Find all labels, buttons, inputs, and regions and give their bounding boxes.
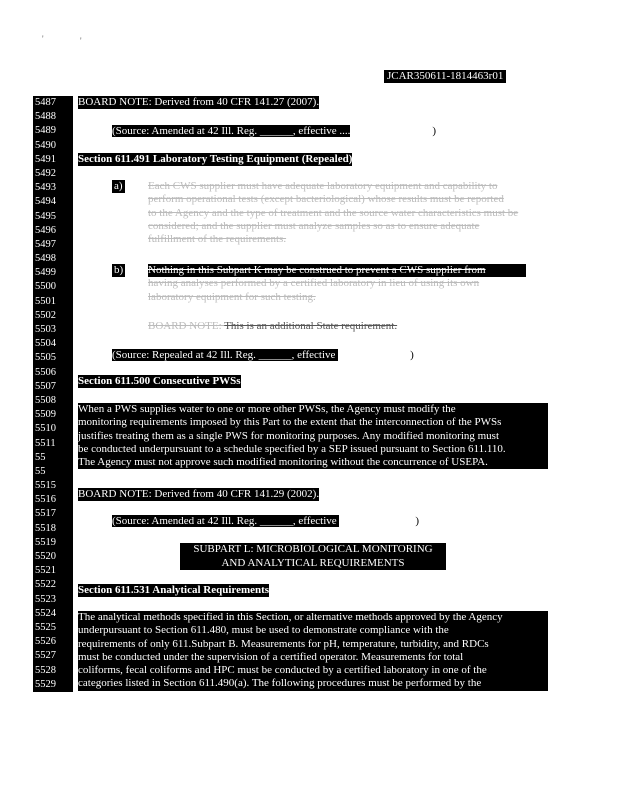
paragraph-line: requirements of only 611.Subpart B. Measurements for pH, temperature, turbidity, and RDCs <box>78 638 548 651</box>
line-number: 5490 <box>33 139 73 153</box>
line-number: 5501 <box>33 295 73 309</box>
line-number: 5503 <box>33 323 73 337</box>
paragraph-line: monitoring requirements imposed by this Part to the extent that the interconnection of the PWSs <box>78 416 548 429</box>
source-2-blank: ______ <box>258 349 292 361</box>
item-b-line: having analyses performed by a certified laboratory in lieu of using its own <box>148 277 480 290</box>
paragraph-line: coliforms, fecal coliforms and HPC must be conducted by a certified laboratory in one of the <box>78 664 548 677</box>
line-number: 5495 <box>33 210 73 224</box>
item-b-text <box>148 264 526 304</box>
scan-speck: ' <box>42 34 44 44</box>
section-611-500-heading: Section 611.500 Consecutive PWSs <box>78 375 241 387</box>
line-number: 5494 <box>33 195 73 209</box>
line-number: 5497 <box>33 238 73 252</box>
source-3-prefix: (Source: Amended at 42 Ill. Reg. <box>112 515 260 527</box>
source-note-3 <box>112 515 419 528</box>
item-a-line: to the Agency and the type of treatment and the source water characteristics must be <box>148 206 519 219</box>
line-number: 5524 <box>33 607 73 621</box>
item-a-line: Each CWS supplier must have adequate laboratory equipment and capability to <box>148 180 498 192</box>
source-1-prefix: (Source: Amended at 42 Ill. Reg. <box>112 125 260 137</box>
line-number: 5496 <box>33 224 73 238</box>
board-note-additional-text: This is an additional State requirement. <box>224 320 398 332</box>
line-number: 5499 <box>33 266 73 280</box>
subpart-title-line: SUBPART L: MICROBIOLOGICAL MONITORING <box>180 543 446 557</box>
paragraph-line: must be conducted under the supervision of a certified operator. Measurements for total <box>78 651 548 664</box>
source-1-middle: , effective <box>292 125 340 137</box>
line-number-column <box>33 96 73 692</box>
paragraph-line: categories listed in Section 611.490(a). The following procedures must be performed by the <box>78 677 548 690</box>
line-number: 5518 <box>33 522 73 536</box>
board-note-additional <box>148 320 397 333</box>
section-611-491-heading: Section 611.491 Laboratory Testing Equipment (Repealed) <box>78 153 353 165</box>
line-number: 5509 <box>33 408 73 422</box>
item-a-text <box>148 180 553 246</box>
item-b-line: laboratory equipment for such testing. <box>148 290 316 303</box>
section-611-531-heading: Section 611.531 Analytical Requirements <box>78 584 270 596</box>
item-a-label: a) <box>114 180 123 192</box>
line-number: 5502 <box>33 309 73 323</box>
source-note-2 <box>112 349 414 362</box>
line-number: 5508 <box>33 394 73 408</box>
source-3-blank: ______ <box>259 515 293 527</box>
line-number: 5515 <box>33 479 73 493</box>
line-number: 5491 <box>33 153 73 167</box>
line-number: 5498 <box>33 252 73 266</box>
line-number: 5528 <box>33 664 73 678</box>
source-2-prefix: (Source: Repealed at 42 Ill. Reg. <box>112 349 259 361</box>
board-note-additional-prefix: BOARD NOTE: <box>148 320 225 332</box>
line-number: 5525 <box>33 621 73 635</box>
line-number: 5520 <box>33 550 73 564</box>
line-number: 5517 <box>33 507 73 521</box>
paragraph-line: be conducted underpursuant to a schedule specified by a SEP issued pursuant to Section 611.110. <box>78 443 548 456</box>
paragraph-line: The analytical methods specified in this Section, or alternative methods approved by the Agency <box>78 611 548 624</box>
line-number: 5504 <box>33 337 73 351</box>
line-number: 5523 <box>33 593 73 607</box>
item-a-line: considered; and the supplier must analyze samples so as to ensure adequate <box>148 219 480 232</box>
line-number: 5527 <box>33 649 73 663</box>
source-1-blank: ______ <box>259 125 293 137</box>
section-611-531-paragraph <box>78 611 548 691</box>
subpart-title-line: AND ANALYTICAL REQUIREMENTS <box>180 557 446 571</box>
line-number: 5516 <box>33 493 73 507</box>
source-2-middle: , effective <box>291 349 339 361</box>
source-3-middle: , effective <box>292 515 340 527</box>
paragraph-line: The Agency must not approve such modified monitoring without the concurrence of USEPA. <box>78 456 548 469</box>
line-number: 5506 <box>33 366 73 380</box>
board-note-1: BOARD NOTE: Derived from 40 CFR 141.27 (2007). <box>78 96 320 108</box>
document-code: JCAR350611-1814463r01 <box>384 70 506 83</box>
line-number: 5510 <box>33 422 73 436</box>
line-number: 5521 <box>33 564 73 578</box>
line-number: 5488 <box>33 110 73 124</box>
source-2-end: ) <box>410 349 414 361</box>
item-b-label: b) <box>114 264 124 276</box>
board-note-2: BOARD NOTE: Derived from 40 CFR 141.29 (2002). <box>78 488 320 500</box>
source-1-dots: .... <box>339 125 351 137</box>
line-number: 5492 <box>33 167 73 181</box>
line-number: 55 <box>33 451 73 465</box>
source-3-end: ) <box>415 515 420 527</box>
paragraph-line: justifies treating them as a single PWS for monitoring purposes. Any modified monitoring must <box>78 430 548 443</box>
item-a-line: fulfillment of the requirements. <box>148 233 287 246</box>
line-number: 5487 <box>33 96 73 110</box>
item-a-line: perform operational tests (except bacteriological) whose results must be reported <box>148 193 504 206</box>
source-note-1 <box>112 125 436 138</box>
line-number: 5505 <box>33 351 73 365</box>
paragraph-line: underpursuant to Section 611.480, must be used to demonstrate compliance with the <box>78 624 548 637</box>
line-number: 5507 <box>33 380 73 394</box>
line-number: 5493 <box>33 181 73 195</box>
line-number: 5489 <box>33 124 73 138</box>
line-number: 5529 <box>33 678 73 692</box>
line-number: 5526 <box>33 635 73 649</box>
subpart-l-title <box>180 543 446 570</box>
source-1-end: ) <box>432 125 437 137</box>
section-611-500-paragraph <box>78 403 548 469</box>
paragraph-line: When a PWS supplies water to one or more other PWSs, the Agency must modify the <box>78 403 548 416</box>
line-number: 55 <box>33 465 73 479</box>
line-number: 5500 <box>33 280 73 294</box>
line-number: 5511 <box>33 437 73 451</box>
item-b-line: Nothing in this Subpart K may be construed to prevent a CWS supplier from <box>148 264 526 277</box>
line-number: 5522 <box>33 578 73 592</box>
line-number: 5519 <box>33 536 73 550</box>
scan-speck: ' <box>80 36 82 46</box>
